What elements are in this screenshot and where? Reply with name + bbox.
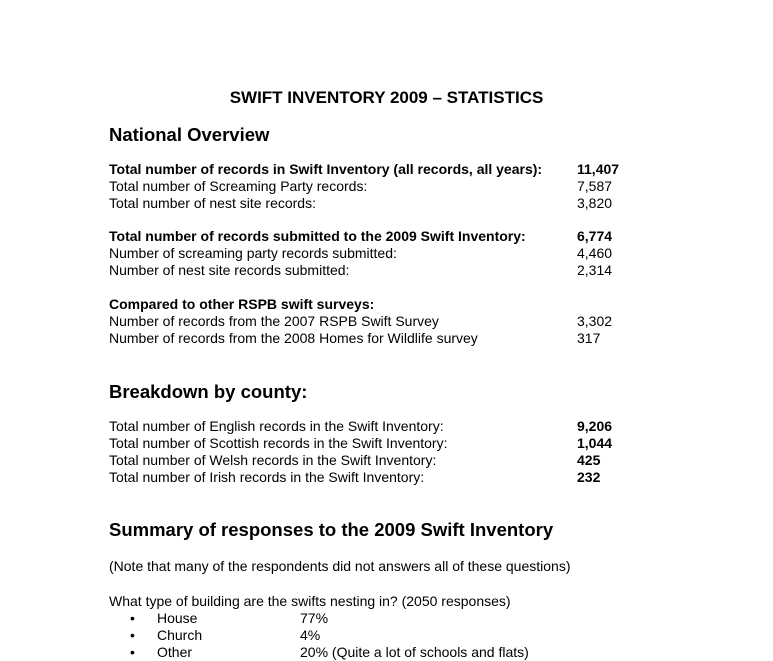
stat-row-nest-site: [109, 195, 669, 212]
stat-label: Total number of Welsh records in the Swift Inventory:: [109, 452, 437, 468]
stat-row-english: [109, 418, 669, 435]
list-item-house: [130, 610, 630, 627]
national-overview-heading: National Overview: [109, 124, 270, 145]
stat-row-irish: [109, 469, 669, 486]
summary-note: (Note that many of the respondents did not answers all of these questions): [109, 558, 571, 574]
list-item-label: Other: [157, 644, 193, 660]
stat-value: 9,206: [577, 418, 613, 434]
stat-value: 425: [577, 452, 601, 468]
stat-label: Total number of nest site records:: [109, 195, 316, 211]
list-item-value: 4%: [300, 627, 321, 643]
stat-row-scottish: [109, 435, 669, 452]
stat-value: 1,044: [577, 435, 613, 451]
document-title: SWIFT INVENTORY 2009 – STATISTICS: [229, 88, 544, 107]
list-item-value: 20% (Quite a lot of schools and flats): [300, 644, 529, 660]
stat-label: Total number of Screaming Party records:: [109, 178, 368, 194]
stat-value: 7,587: [577, 178, 613, 194]
stat-value: 232: [577, 469, 601, 485]
stat-value: 6,774: [577, 228, 613, 244]
stat-label: Total number of English records in the Swift Inventory:: [109, 418, 444, 434]
stat-value: 11,407: [577, 161, 620, 177]
stat-label: Total number of Scottish records in the Swift Inventory:: [109, 435, 448, 451]
stat-label: Number of records from the 2008 Homes for Wildlife survey: [109, 330, 478, 346]
comparison-subheading: Compared to other RSPB swift surveys:: [109, 296, 375, 312]
stat-value: 3,302: [577, 313, 613, 329]
stat-label: Total number of records submitted to the 2009 Swift Inventory:: [109, 228, 526, 244]
stat-label: Number of nest site records submitted:: [109, 262, 350, 278]
stat-row-total-records: [109, 161, 669, 178]
stat-label: Total number of Irish records in the Swift Inventory:: [109, 469, 425, 485]
stat-row-2008-survey: [109, 330, 669, 347]
list-item-other: [130, 644, 630, 661]
stat-row-2009-submitted: [109, 228, 669, 245]
stat-row-welsh: [109, 452, 669, 469]
stat-value: 317: [577, 330, 601, 346]
stat-row-screaming-party-submitted: [109, 245, 669, 262]
stat-label: Number of records from the 2007 RSPB Swift Survey: [109, 313, 439, 329]
county-breakdown-heading: Breakdown by county:: [109, 381, 308, 402]
stat-label: Number of screaming party records submitted:: [109, 245, 397, 261]
bullet-icon: •: [130, 644, 135, 660]
stat-label: Total number of records in Swift Inventory (all records, all years):: [109, 161, 543, 177]
stat-value: 2,314: [577, 262, 613, 278]
stat-value: 3,820: [577, 195, 613, 211]
list-item-value: 77%: [300, 610, 329, 626]
stat-row-2007-survey: [109, 313, 669, 330]
stat-row-screaming-party: [109, 178, 669, 195]
bullet-icon: •: [130, 627, 135, 643]
summary-heading: Summary of responses to the 2009 Swift Inventory: [109, 519, 554, 540]
list-item-label: House: [157, 610, 198, 626]
stat-row-nest-site-submitted: [109, 262, 669, 279]
bullet-icon: •: [130, 610, 135, 626]
building-type-question: What type of building are the swifts nesting in? (2050 responses): [109, 593, 511, 609]
list-item-church: [130, 627, 630, 644]
stat-value: 4,460: [577, 245, 613, 261]
list-item-label: Church: [157, 627, 203, 643]
